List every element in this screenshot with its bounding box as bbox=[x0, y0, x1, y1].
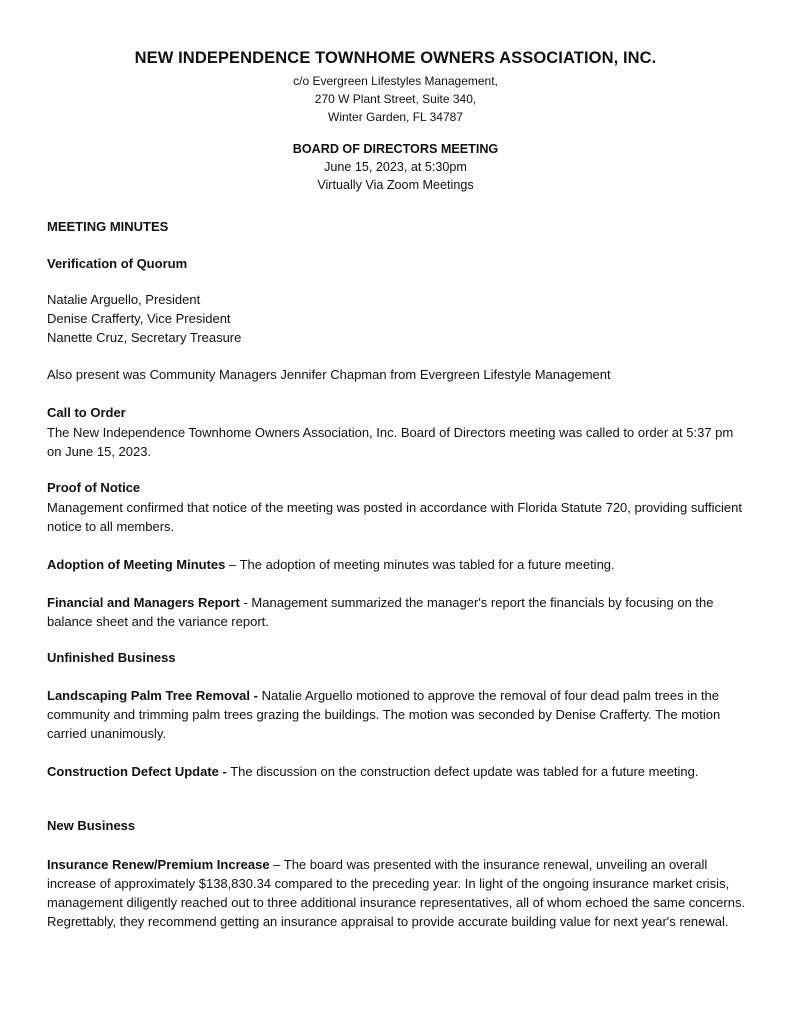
minutes-heading: MEETING MINUTES bbox=[47, 219, 169, 234]
insurance-heading: Insurance Renew/Premium Increase bbox=[47, 857, 270, 872]
address-line-2: 270 W Plant Street, Suite 340, bbox=[314, 92, 477, 106]
meeting-title: BOARD OF DIRECTORS MEETING bbox=[292, 142, 499, 156]
association-title: NEW INDEPENDENCE TOWNHOME OWNERS ASSOCIATION, INC. bbox=[134, 49, 657, 67]
insurance-body: – The board was presented with the insurance renewal, unveiling an overall increase of approximately $138,830.34 compared to the preceding year. In light of the ongoing insurance market crisis, management diligently reached out to three additional insurance representatives, all of whom echoed the same concerns. Regrettably, they recommend getting an insurance appraisal to provide accurate building value for next year's renewal. bbox=[47, 857, 746, 929]
meeting-location: Virtually Via Zoom Meetings bbox=[317, 178, 474, 192]
adoption-body: – The adoption of meeting minutes was tabled for a future meeting. bbox=[225, 557, 615, 572]
adoption-paragraph bbox=[47, 555, 747, 574]
quorum-member: Natalie Arguello, President bbox=[47, 292, 201, 307]
construction-body: The discussion on the construction defect update was tabled for a future meeting. bbox=[226, 764, 699, 779]
construction-paragraph bbox=[47, 762, 747, 781]
address-line-1: c/o Evergreen Lifestyles Management, bbox=[293, 74, 498, 88]
landscaping-body: Natalie Arguello motioned to approve the removal of four dead palm trees in the community and trimming palm trees grazing the buildings. The motion was seconded by Denise Crafferty. The motion carried unanimously. bbox=[47, 688, 721, 741]
quorum-member: Nanette Cruz, Secretary Treasure bbox=[47, 330, 242, 345]
adoption-heading: Adoption of Meeting Minutes bbox=[47, 557, 226, 572]
unfinished-business-heading: Unfinished Business bbox=[47, 650, 176, 665]
insurance-paragraph bbox=[47, 855, 747, 931]
meeting-date-time: June 15, 2023, at 5:30pm bbox=[324, 160, 467, 174]
landscaping-heading: Landscaping Palm Tree Removal - bbox=[47, 688, 258, 703]
landscaping-paragraph bbox=[47, 686, 747, 743]
also-present: Also present was Community Managers Jennifer Chapman from Evergreen Lifestyle Management bbox=[47, 367, 611, 382]
call-to-order-heading: Call to Order bbox=[47, 405, 126, 420]
address-line-3: Winter Garden, FL 34787 bbox=[328, 110, 463, 124]
financial-heading: Financial and Managers Report bbox=[47, 595, 240, 610]
new-business-heading: New Business bbox=[47, 818, 136, 833]
proof-of-notice-body: Management confirmed that notice of the meeting was posted in accordance with Florida Statute 720, providing sufficient notice to all members. bbox=[47, 500, 742, 534]
financial-paragraph bbox=[47, 593, 747, 631]
proof-of-notice-heading: Proof of Notice bbox=[47, 480, 141, 495]
financial-body: - Management summarized the manager's report the financials by focusing on the balance sheet and the variance report. bbox=[47, 595, 714, 629]
call-to-order-body: The New Independence Townhome Owners Association, Inc. Board of Directors meeting was called to order at 5:37 pm on June 15, 2023. bbox=[47, 425, 734, 459]
quorum-heading: Verification of Quorum bbox=[47, 256, 188, 271]
construction-heading: Construction Defect Update - bbox=[47, 764, 227, 779]
quorum-member: Denise Crafferty, Vice President bbox=[47, 311, 231, 326]
